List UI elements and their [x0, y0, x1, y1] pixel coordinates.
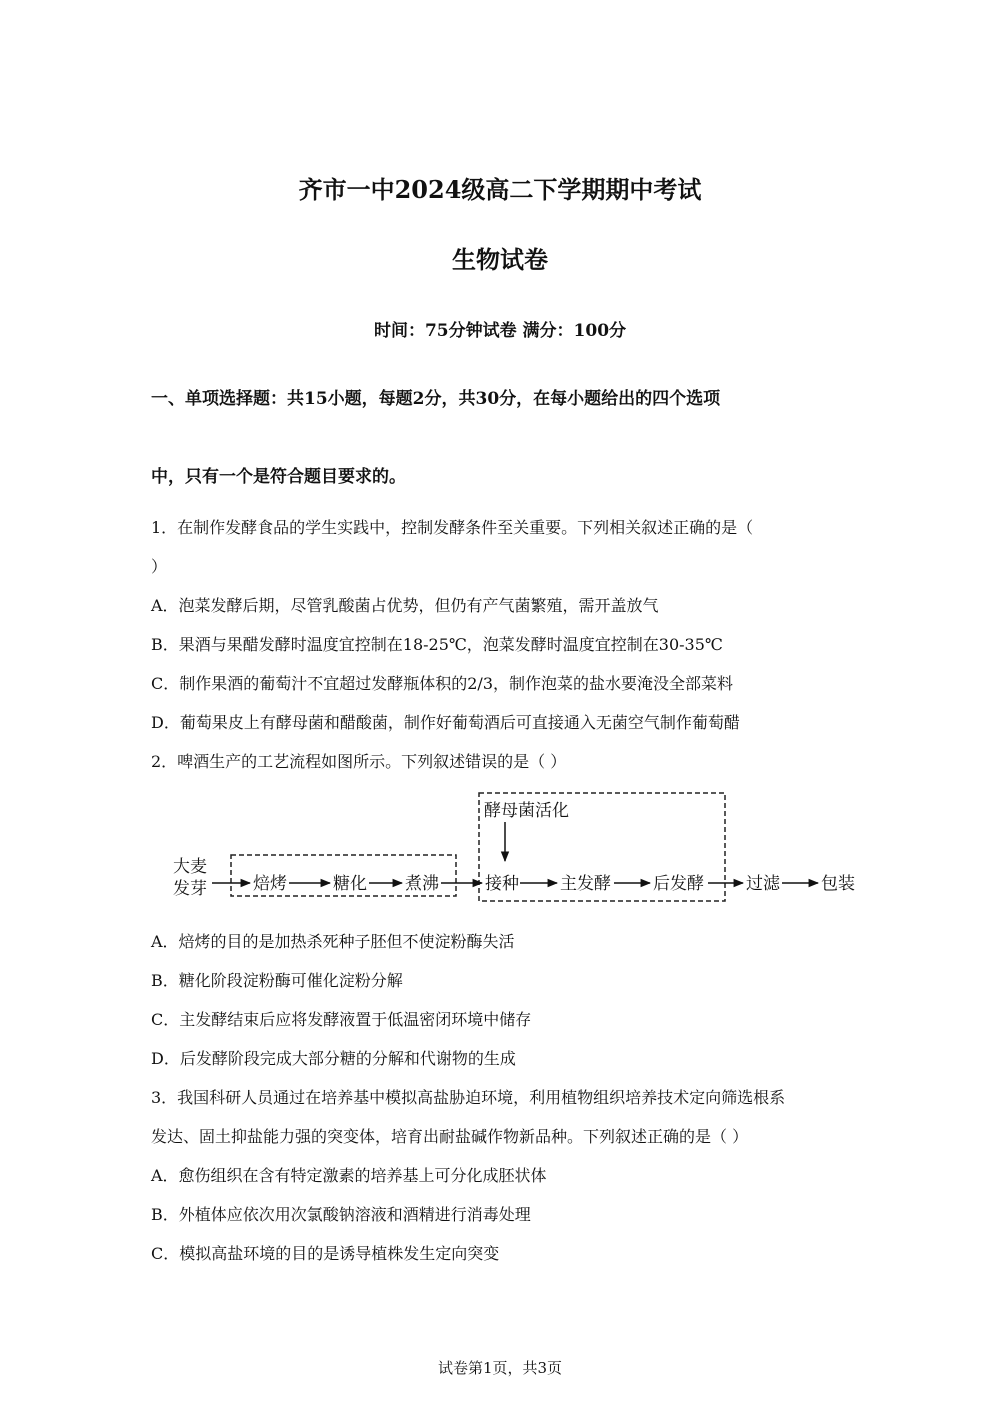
- step-start-top: 大麦: [173, 857, 207, 877]
- section-heading: 一、单项选择题：共15小题，每题2分，共30分，在每小题给出的四个选项: [151, 389, 721, 409]
- question-1-option-c: C．制作果酒的葡萄汁不宜超过发酵瓶体积的2/3，制作泡菜的盐水要淹没全部菜料: [151, 674, 733, 693]
- question-3-stem: 3．我国科研人员通过在培养基中模拟高盐胁迫环境，利用植物组织培养技术定向筛选根系: [151, 1088, 786, 1107]
- question-3-stem-cont: 发达、固土抑盐能力强的突变体，培育出耐盐碱作物新品种。下列叙述正确的是（ ）: [151, 1127, 749, 1146]
- step-roasting: 焙烤: [253, 874, 287, 894]
- question-3-option-c: C．模拟高盐环境的目的是诱导植株发生定向突变: [151, 1244, 500, 1263]
- step-saccharification: 糖化: [333, 874, 367, 894]
- beer-process-diagram: [168, 788, 868, 910]
- step-boiling: 煮沸: [405, 874, 439, 894]
- step-filtration: 过滤: [746, 874, 780, 894]
- question-3-option-a: A．愈伤组织在含有特定激素的培养基上可分化成胚状体: [151, 1166, 547, 1185]
- exam-subject: 生物试卷: [452, 245, 548, 274]
- section-heading-cont: 中，只有一个是符合题目要求的。: [151, 467, 406, 487]
- question-1-option-d: D．葡萄果皮上有酵母菌和醋酸菌，制作好葡萄酒后可直接通入无菌空气制作葡萄醋: [151, 713, 740, 732]
- step-yeast-activation: 酵母菌活化: [484, 801, 569, 821]
- exam-title: 齐市一中2024级高二下学期期中考试: [298, 175, 702, 204]
- exam-info: 时间：75分钟试卷 满分：100分: [373, 321, 627, 341]
- page-footer: 试卷第1页，共3页: [437, 1359, 563, 1377]
- question-1-stem-cont: ）: [151, 557, 168, 576]
- step-inoculation: 接种: [485, 874, 519, 894]
- question-2-option-d: D．后发酵阶段完成大部分糖的分解和代谢物的生成: [151, 1049, 516, 1068]
- step-main-fermentation: 主发酵: [560, 874, 611, 894]
- question-2-option-a: A．焙烤的目的是加热杀死种子胚但不使淀粉酶失活: [151, 932, 515, 951]
- question-2-option-c: C．主发酵结束后应将发酵液置于低温密闭环境中储存: [151, 1010, 532, 1029]
- question-2-option-b: B．糖化阶段淀粉酶可催化淀粉分解: [151, 971, 403, 990]
- question-1-option-b: B．果酒与果醋发酵时温度宜控制在18-25℃，泡菜发酵时温度宜控制在30-35℃: [151, 635, 723, 654]
- question-1-stem: 1．在制作发酵食品的学生实践中，控制发酵条件至关重要。下列相关叙述正确的是（: [151, 518, 754, 537]
- step-packaging: 包装: [821, 874, 855, 894]
- question-1-option-a: A．泡菜发酵后期，尽管乳酸菌占优势，但仍有产气菌繁殖，需开盖放气: [151, 596, 659, 615]
- question-2-stem: 2．啤酒生产的工艺流程如图所示。下列叙述错误的是（ ）: [151, 752, 567, 771]
- question-3-option-b: B．外植体应依次用次氯酸钠溶液和酒精进行消毒处理: [151, 1205, 531, 1224]
- step-post-fermentation: 后发酵: [653, 874, 704, 894]
- step-start-bottom: 发芽: [173, 879, 207, 899]
